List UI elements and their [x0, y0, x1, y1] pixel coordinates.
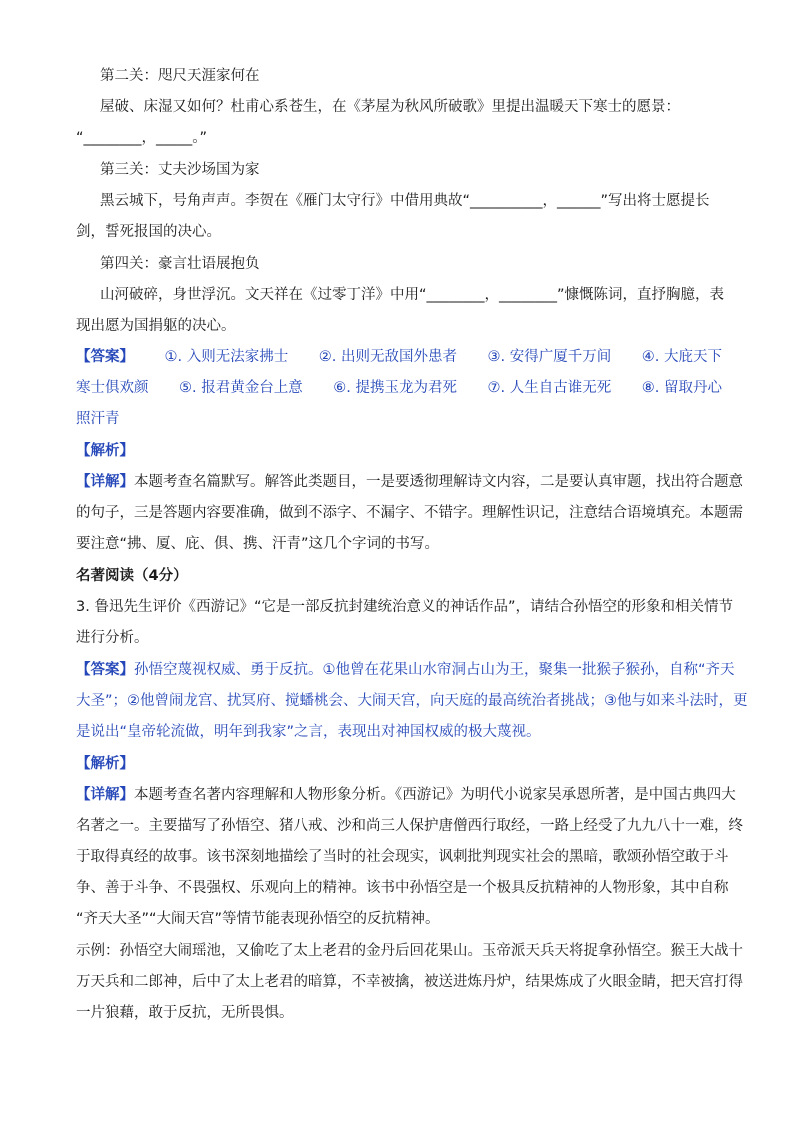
detail3-line2: 名著之一。主要描写了孙悟空、猪八戒、沙和尚三人保护唐僧西行取经，一路上经受了九九八十一难，终	[76, 818, 743, 834]
answer-item: ⑥. 提携玉龙为君死	[333, 380, 457, 396]
answer-item: 寒士俱欢颜	[76, 380, 149, 396]
gate2-text-line1: 屋破、床湿又如何？杜甫心系苍生，在《茅屋为秋风所破歌》里提出温暖天下寒士的愿景：	[100, 99, 680, 115]
reading-heading: 名著阅读（4分）	[76, 568, 188, 584]
example-line1: 示例：孙悟空大闹瑶池，又偷吃了太上老君的金丹后回花果山。玉帝派天兵天将捉拿孙悟空。猴王大战十	[76, 943, 743, 959]
answer-item: ⑦. 人生自古谁无死	[487, 380, 612, 396]
gate2-text-line2: “________，_____。”	[76, 130, 208, 146]
answer-item: ①. 入则无法家拂士	[164, 349, 289, 365]
analysis1-line1	[76, 472, 743, 492]
detail3-text: 本题考查名著内容理解和人物形象分析。《西游记》为明代小说家吴承恩所著，是中国古典四大	[134, 787, 736, 803]
answer-item: ⑧. 留取丹心	[641, 380, 722, 396]
gate3-title: 第三关：丈夫沙场国为家	[100, 162, 260, 178]
answer-item: ②. 出则无敌国外患者	[318, 349, 457, 365]
answer3-text: 孙悟空蔑视权威、勇于反抗。①他曾在花果山水帘洞占山为王，聚集一批猴子猴孙，自称“齐天	[134, 662, 735, 678]
answer3-line3: 是说出“皇帝轮流做，明年到我家”之言，表现出对神国权威的极大蔑视。	[76, 724, 541, 740]
answer1-row2	[76, 378, 722, 398]
example-line2: 万天兵和二郎神，后中了太上老君的暗算，不幸被擒，被送进炼丹炉，结果炼成了火眼金睛，把天宫打得	[76, 974, 743, 990]
detail3-line3: 于取得真经的故事。该书深刻地描绘了当时的社会现实，讽刺批判现实社会的黑暗，歌颂孙悟空敢于斗	[76, 849, 729, 865]
gate3-text-line2: 剑，誓死报国的决心。	[76, 224, 221, 240]
analysis1-line2: 的句子，三是答题内容要准确，做到不添字、不漏字、不错字。理解性识记，注意结合语境填充。本题需	[76, 505, 743, 521]
answer-item: ⑤. 报君黄金台上意	[179, 380, 303, 396]
gate4-text-line2: 现出愿为国捐躯的决心。	[76, 318, 236, 334]
question3-line1: 3. 鲁迅先生评价《西游记》“它是一部反抗封建统治意义的神话作品”，请结合孙悟空的形象和相关情节	[76, 599, 733, 615]
answer-item: ④. 大庇天下	[641, 349, 722, 365]
analysis1-text: 本题考查名篇默写。解答此类题目，一是要透彻理解诗文内容，二是要认真审题，找出符合题意	[134, 474, 743, 490]
answer3-line2: 大圣”；②他曾闹龙宫、扰冥府、搅蟠桃会、大闹天宫，向天庭的最高统治者挑战；③他与如来斗法时，更	[76, 693, 748, 709]
example-line3: 一片狼藉，敢于反抗，无所畏惧。	[76, 1005, 294, 1021]
question3-line2: 进行分析。	[76, 630, 149, 646]
answer1-row3: 照汗青	[76, 411, 120, 427]
gate4-title: 第四关：豪言壮语展抱负	[100, 256, 260, 272]
gate4-text-line1: 山河破碎，身世浮沉。文天祥在《过零丁洋》中用“________，________”慷慨陈词，直抒胸臆，表	[100, 287, 725, 303]
answer-label: 【答案】	[76, 349, 134, 365]
analysis-label: 【解析】	[76, 443, 134, 459]
detail3-line5: “齐天大圣”“大闹天宫”等情节能表现孙悟空的反抗精神。	[76, 911, 440, 927]
analysis-label: 【解析】	[76, 756, 134, 772]
gate3-text-line1: 黑云城下，号角声声。李贺在《雁门太守行》中借用典故“__________，______”写出将士愿提长	[100, 193, 710, 209]
detail-label: 【详解】	[76, 787, 134, 803]
answer-label: 【答案】	[76, 662, 134, 678]
gate2-title: 第二关：咫尺天涯家何在	[100, 68, 260, 84]
detail3-line4: 争、善于斗争、不畏强权、乐观向上的精神。该书中孙悟空是一个极具反抗精神的人物形象，其中自称	[76, 880, 729, 896]
analysis1-line3: 要注意“拂、厦、庇、俱、携、汗青”这几个字词的书写。	[76, 536, 440, 552]
answer3-line1	[76, 660, 735, 680]
answer1-row1	[76, 347, 722, 367]
detail3-line1	[76, 785, 736, 805]
detail-label: 【详解】	[76, 474, 134, 490]
answer-item: ③. 安得广厦千万间	[487, 349, 612, 365]
